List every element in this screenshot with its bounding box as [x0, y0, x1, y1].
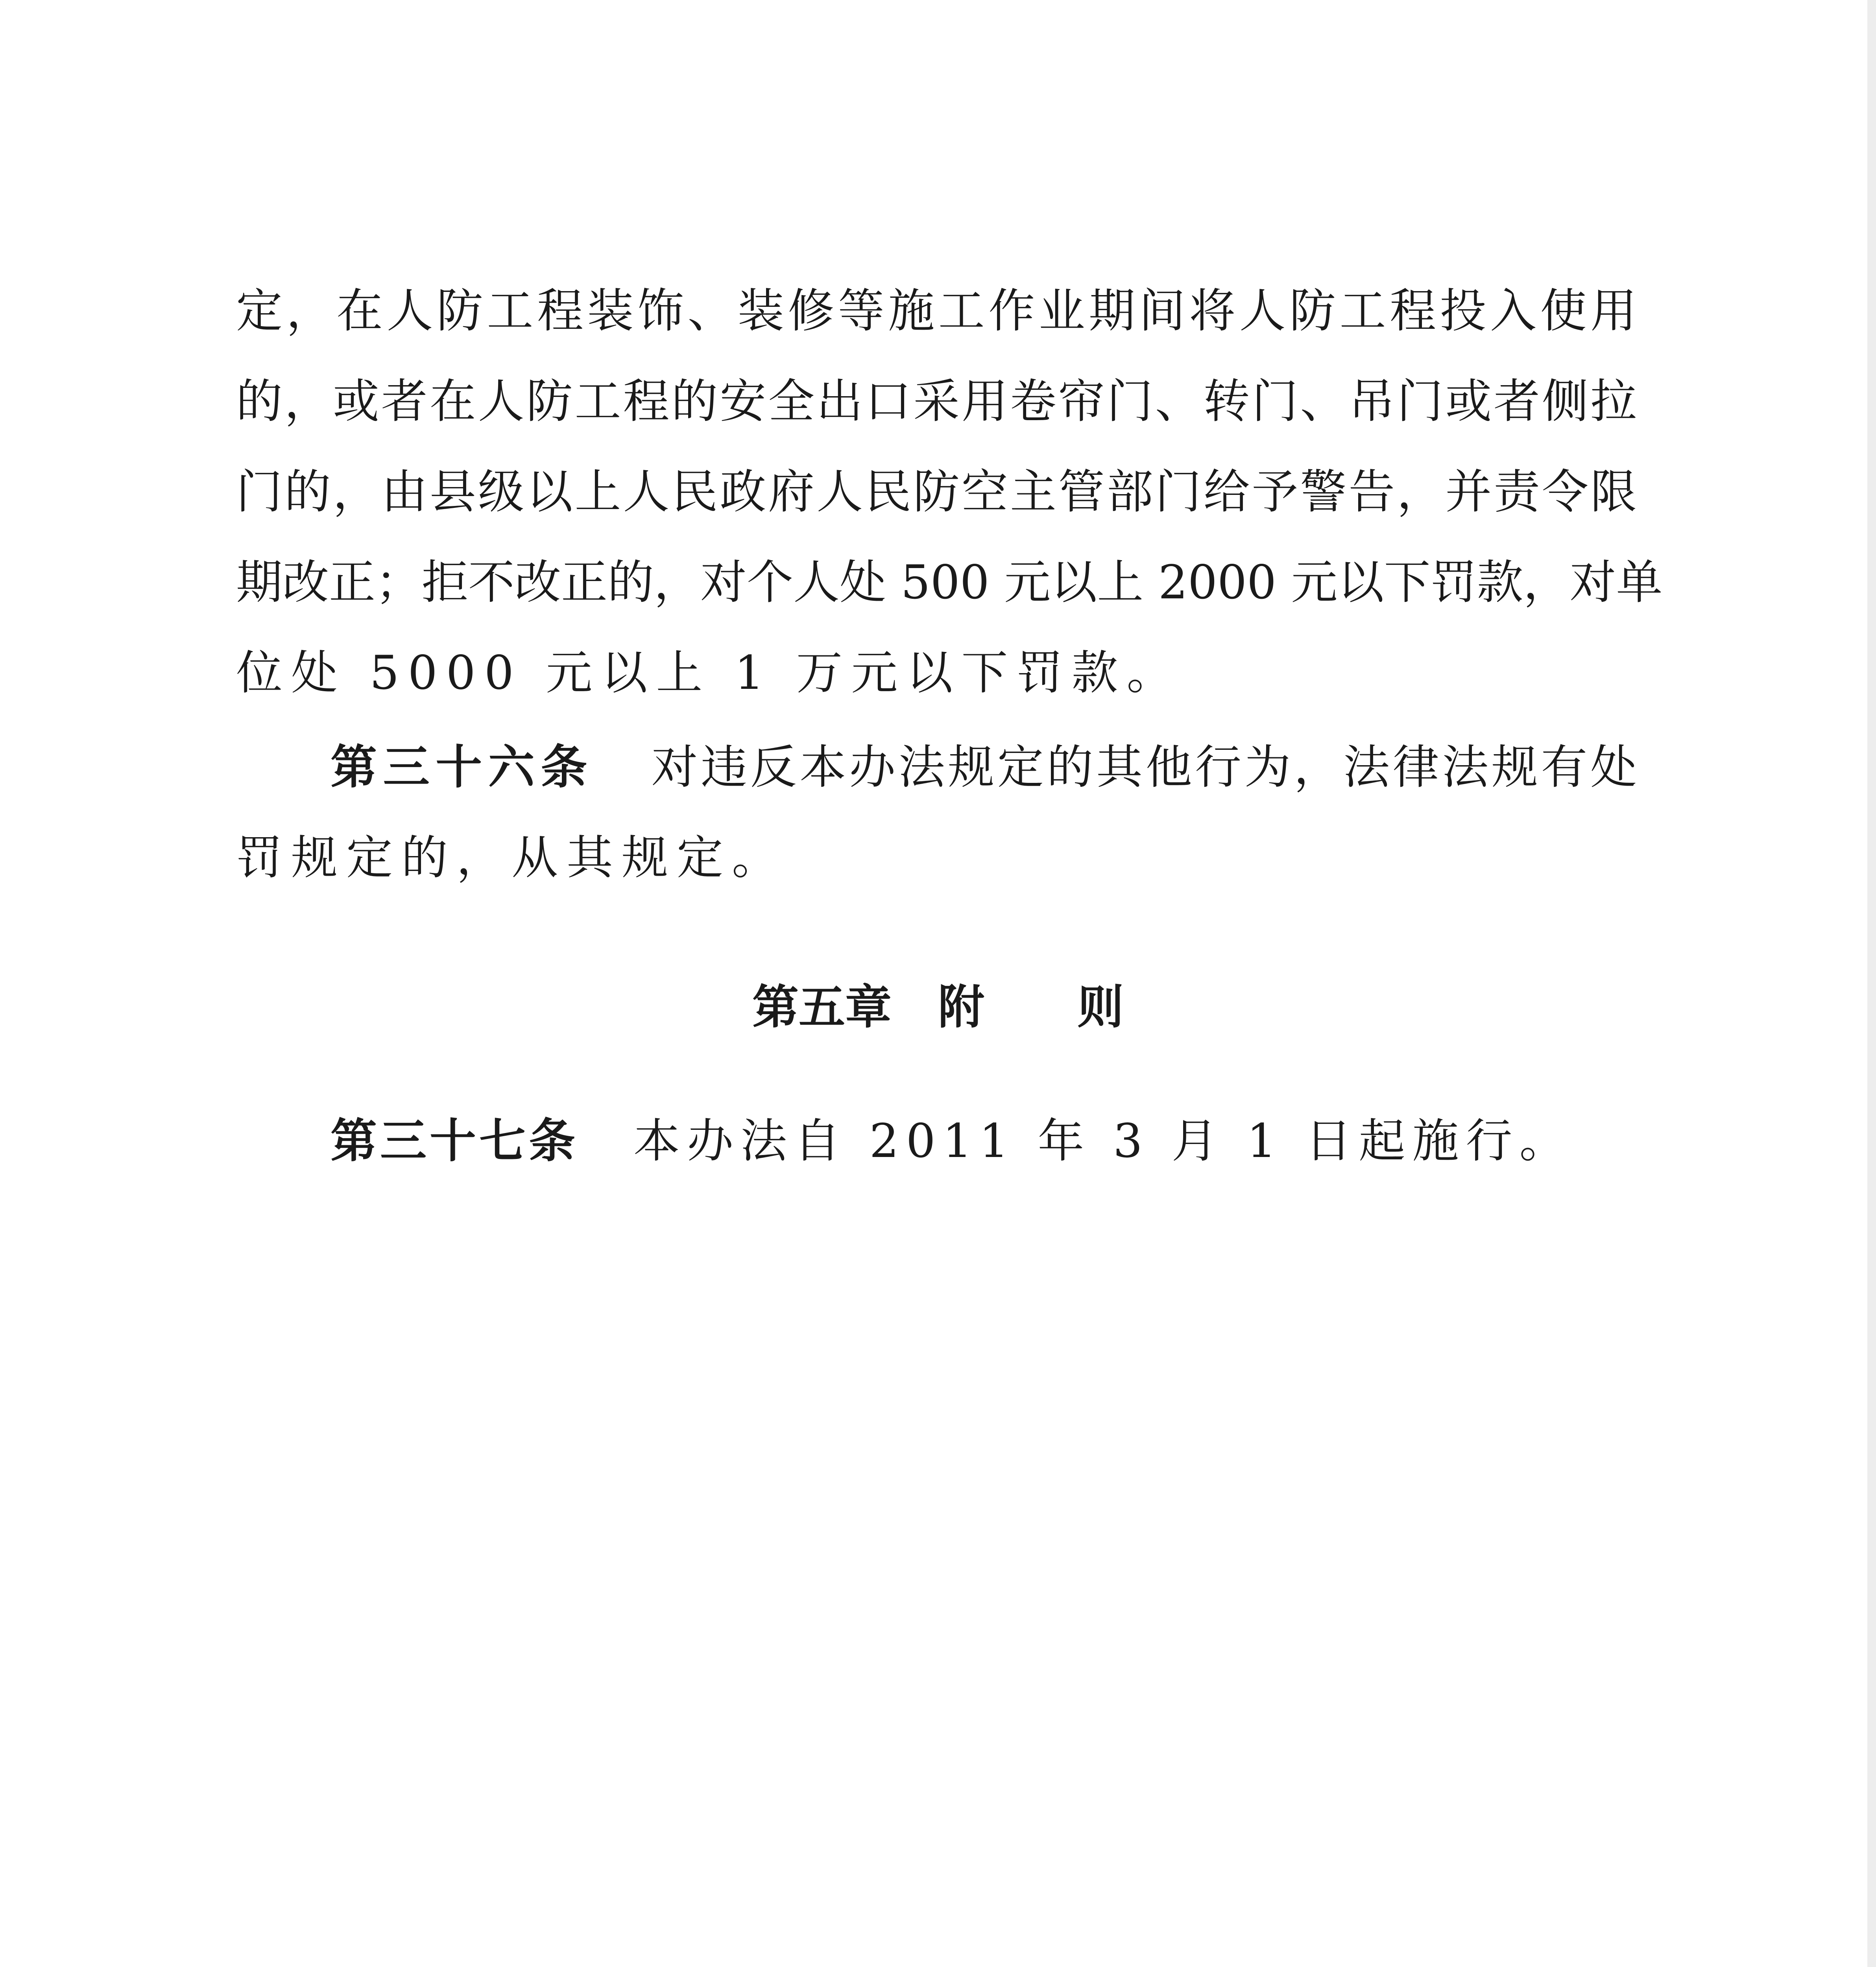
paragraph-line: 位处 5000 元以上 1 万元以下罚款。: [236, 646, 1182, 700]
article-37-number: 第三十七条: [331, 1114, 579, 1168]
paragraph-line: 的，或者在人防工程的安全出口采用卷帘门、转门、吊门或者侧拉: [236, 374, 1637, 428]
chapter-heading: 第五章 附 则: [752, 980, 1124, 1034]
article-36-first-line: [331, 732, 1637, 803]
scan-edge-right: [1867, 0, 1876, 1967]
article-37-text: 本办法自 2011 年 3 月 1 日起施行。: [633, 1114, 1573, 1168]
article-36-continuation: 罚规定的，从其规定。: [236, 830, 787, 885]
article-36-number: 第三十六条: [331, 740, 593, 794]
paragraph-line: 定，在人防工程装饰、装修等施工作业期间将人防工程投入使用: [236, 284, 1637, 338]
paragraph-line: 门的，由县级以上人民政府人民防空主管部门给予警告，并责令限: [236, 465, 1637, 519]
article-36-text: 对违反本办法规定的其他行为，法律法规有处: [648, 740, 1637, 794]
paragraph-line: 期改正；拒不改正的，对个人处 500 元以上 2000 元以下罚款，对单: [236, 555, 1663, 609]
article-37: [331, 1105, 1637, 1176]
